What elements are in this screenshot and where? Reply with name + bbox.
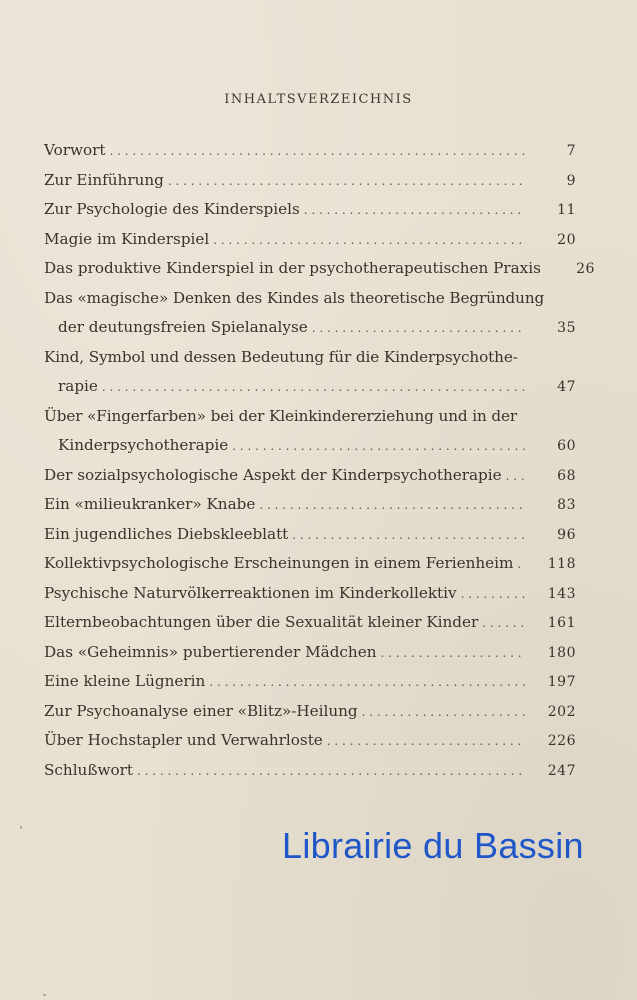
dot-leader: [506, 462, 526, 492]
dot-leader: [259, 491, 526, 521]
toc-page-number: 197: [547, 674, 576, 690]
dot-leader: [292, 521, 526, 551]
toc-entry: [44, 284, 576, 343]
toc-page-number: 247: [547, 762, 576, 779]
dot-leader: [213, 226, 526, 256]
toc-entry-title: Der sozialpsychologische Aspekt der Kinderpsychotherapie: [44, 465, 502, 484]
toc-page-number: 143: [547, 585, 576, 602]
toc-entry: [44, 579, 576, 609]
toc-entry: [44, 402, 576, 461]
toc-entry-title: Ein «milieukranker» Knabe: [44, 495, 256, 513]
dot-leader: [380, 639, 526, 669]
toc-page-number: 20: [557, 231, 576, 248]
dot-leader: [137, 757, 526, 787]
toc-entry: [44, 136, 576, 166]
toc-entry-line: [44, 490, 576, 520]
toc-entry-title: Schlußwort: [44, 760, 133, 779]
dot-leader: [209, 668, 526, 698]
toc-entry-line: [44, 520, 576, 550]
toc-entry: [44, 490, 576, 520]
toc-page-number: 226: [547, 733, 576, 749]
dot-leader: [327, 727, 526, 757]
toc-entry-title: Über Hochstapler und Verwahrloste: [44, 731, 323, 749]
toc-entry-line: [44, 313, 576, 343]
toc-entry-line: [44, 667, 576, 697]
toc-page-number: 83: [557, 497, 576, 513]
toc-entry-title: rapie: [58, 377, 98, 395]
toc-entry-line: [44, 461, 576, 491]
toc-page-number: 7: [566, 143, 576, 159]
toc-entry: [44, 195, 576, 225]
dot-leader: [102, 373, 526, 403]
toc-entry-line: [44, 343, 540, 373]
toc-entry-line: [44, 166, 576, 196]
toc-page-number: 96: [557, 526, 576, 543]
toc-entry-line: [44, 372, 576, 402]
paper-speck: [20, 826, 22, 829]
toc-entry-title: Das produktive Kinderspiel in der psychotherapeutischen Praxis: [44, 259, 541, 277]
toc-entry: [44, 461, 576, 491]
paper-speck: [43, 994, 46, 996]
toc-entry-title: der deutungsfreien Spielanalyse: [58, 318, 308, 336]
toc-entry-line: [44, 756, 576, 786]
toc-page-number: 26: [576, 261, 595, 277]
toc-entry-title: Kollektivpsychologische Erscheinungen in einem Ferienheim: [44, 554, 514, 572]
toc-entry-line: [44, 608, 576, 638]
toc-page-number: 11: [557, 202, 576, 218]
toc-entry-title: Eine kleine Lügnerin: [44, 672, 206, 690]
toc-entry: [44, 254, 595, 284]
toc-page-number: 161: [547, 615, 576, 631]
toc-entry-line: [44, 431, 576, 461]
toc-entry-title: Vorwort: [44, 141, 106, 159]
toc-entry: [44, 608, 576, 638]
dot-leader: [312, 314, 526, 344]
dot-leader: [109, 137, 526, 167]
toc-entry-line: [44, 402, 540, 432]
toc-entry: [44, 756, 576, 786]
toc-entry: [44, 520, 576, 550]
toc-entry-line: [44, 579, 576, 609]
toc-entry-line: [44, 549, 576, 579]
toc-page-number: 9: [566, 172, 576, 189]
dot-leader: [304, 196, 526, 226]
toc-entry: [44, 225, 576, 255]
toc-entry-line: [44, 284, 545, 314]
toc-entry-title: Über «Fingerfarben» bei der Kleinkindererziehung und in der: [44, 406, 518, 425]
dot-leader: [168, 167, 526, 197]
toc-page-number: 60: [557, 438, 576, 454]
toc-entry-title: Zur Psychologie des Kinderspiels: [44, 200, 300, 218]
dot-leader: [517, 550, 526, 580]
toc-entry-line: [44, 638, 576, 668]
toc-entry-line: [44, 136, 576, 166]
page-title: INHALTSVERZEICHNIS: [224, 92, 413, 107]
dot-leader: [482, 609, 526, 639]
toc-page-number: 35: [557, 320, 576, 336]
dot-leader: [362, 698, 526, 728]
toc-page-number: 47: [557, 379, 576, 395]
toc-entry-title: Kinderpsychotherapie: [58, 436, 229, 454]
toc-page-number: 202: [547, 703, 576, 720]
toc-entry: [44, 549, 576, 579]
toc-entry-title: Zur Psychoanalyse einer «Blitz»-Heilung: [44, 701, 358, 720]
toc-entry-line: [44, 697, 576, 727]
toc-page-number: 118: [547, 556, 576, 572]
toc-entry-title: Kind, Symbol und dessen Bedeutung für die Kinderpsychothe-: [44, 347, 518, 366]
toc-entry: [44, 667, 576, 697]
toc-entry-title: Das «magische» Denken des Kindes als theoretische Begründung: [44, 288, 545, 307]
toc-entry-title: Elternbeobachtungen über die Sexualität kleiner Kinder: [44, 613, 479, 631]
toc-entry-title: Zur Einführung: [44, 170, 164, 189]
dot-leader: [232, 432, 526, 462]
toc-page-number: 68: [557, 467, 576, 484]
toc-entry: [44, 166, 576, 196]
toc-entry-title: Ein jugendliches Diebskleeblatt: [44, 524, 289, 543]
toc-entry: [44, 638, 576, 668]
toc-entry-line: [44, 254, 595, 284]
toc-entry-line: [44, 195, 576, 225]
watermark-text: Librairie du Bassin: [282, 825, 584, 866]
dot-leader: [461, 580, 526, 610]
toc-entry: [44, 726, 576, 756]
toc-entry: [44, 697, 576, 727]
toc-entry-title: Magie im Kinderspiel: [44, 229, 210, 248]
toc-entry: [44, 343, 576, 402]
toc-page-number: 180: [547, 644, 576, 661]
toc-entry-title: Das «Geheimnis» pubertierender Mädchen: [44, 642, 377, 661]
toc-entry-line: [44, 225, 576, 255]
table-of-contents: [44, 136, 595, 785]
toc-entry-line: [44, 726, 576, 756]
toc-entry-title: Psychische Naturvölkerreaktionen im Kinderkollektiv: [44, 583, 457, 602]
